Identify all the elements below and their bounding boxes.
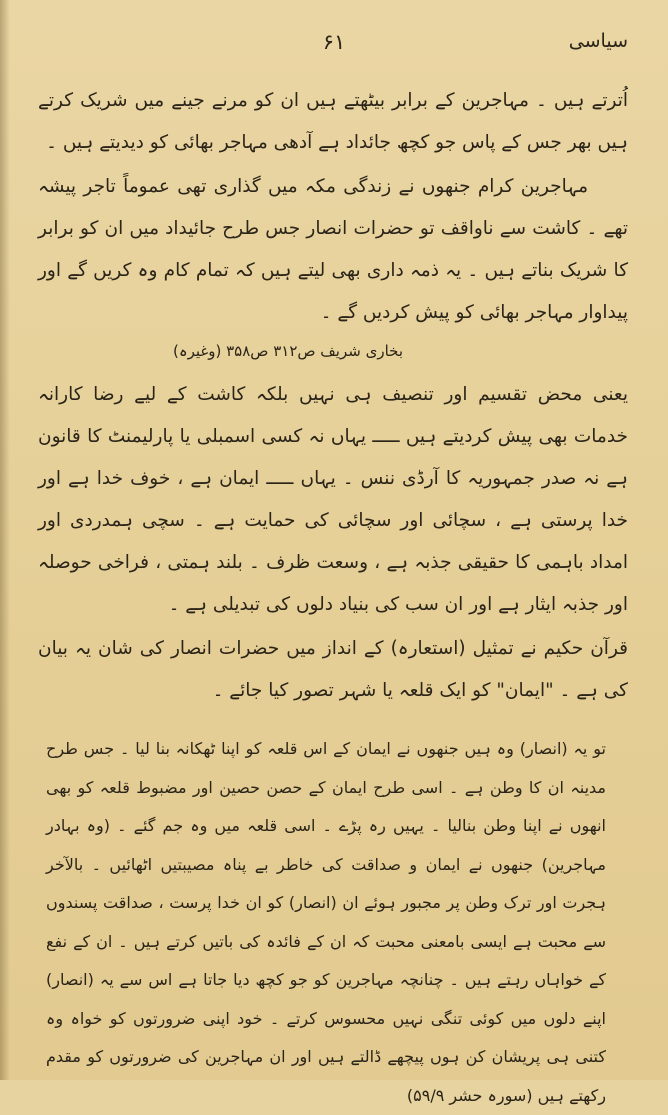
paragraph-1: اُترتے ہیں ۔ مہاجرین کے برابر بیٹھتے ہیں ان کو مرنے جینے میں شریک کرتے ہیں بھر جس کے پاس جو کچھ جائداد ہے آدھی مہاجر بھائی کو دیدیتے ہیں ۔ [38,90,628,153]
paragraph-4: قرآن حکیم نے تمثیل (استعارہ) کے انداز میں حضرات انصار کی شان یہ بیان کی ہے ۔ "ایمان" کو ایک قلعہ یا شہر تصور کیا جائے ۔ [38,638,628,701]
page-number: ۶۱ [322,30,346,54]
page-edge-shadow [0,0,10,1080]
paragraph-3: یعنی محض تقسیم اور تنصیف ہی نہیں بلکہ کاشت کے لیے رضا کارانہ خدمات بھی پیش کردیتے ہیں ـــــ یہاں نہ کسی اسمبلی یا پارلیمنٹ کا قانون ہے نہ صدر جمہوریہ کا آرڈی ننس ۔ یہاں ـــــ ایمان ہے ، خوف خدا ہے اور خدا پرستی ہے ، سچائی اور سچائی کی حمایت ہے ۔ سچی ہمدردی اور امداد باہمی کا حقیقی جذبہ ہے ، وسعت ظرف ۔ بلند ہمتی ، فراخی حوصلہ اور جذبہ ایثار ہے اور ان سب کی بنیاد دلوں کی تبدیلی ہے ۔ [38,384,628,615]
page-header [0,30,668,64]
page-body [38,80,628,1115]
citation: بخاری شریف ص۳۱۲ ص۳۵۸ (وغیرہ) [172,342,404,360]
running-head: سیاسی [568,30,628,52]
quran-translation-quote: تو یہ (انصار) وہ ہیں جنھوں نے ایمان کے اس قلعہ کو اپنا ٹھکانہ بنا لیا ۔ جس طرح مدینہ ان کا وطن ہے ۔ اسی طرح ایمان کے حصن حصین اور مضبوط قلعہ کو بھی انھوں نے اپنا وطن بنالیا ۔ یہیں رہ پڑے ۔ اسی قلعہ میں وہ جم گئے ۔ (وہ بہادر مہاجرین) جنھوں نے ایمان و صداقت کی خاطر بے پناہ مصیبتیں اٹھائیں ۔ بالآخر ہجرت اور ترک وطن پر مجبور ہوئے ان (انصار) کو ان خدا پرست ، صداقت پسندوں سے محبت ہے ایسی بامعنی محبت کہ ان کے فائدہ کی باتیں کرتے ہیں ۔ ان کے نفع کے خواہاں رہتے ہیں ۔ چنانچہ مہاجرین کو جو کچھ دیا جاتا ہے اس سے یہ (انصار) اپنے دلوں میں کوئی تنگی نہیں محسوس کرتے ۔ خود اپنی ضرورتوں کو خواہ وہ کتنی ہی پریشان کن ہوں پیچھے ڈالتے ہیں اور ان مہاجرین کی ضرورتوں کو مقدم رکھتے ہیں (سورہ حشر ۵۹/۹) [46,739,606,1105]
paragraph-2: مہاجرین کرام جنھوں نے زندگی مکہ میں گذاری تھی عموماً تاجر پیشہ تھے ۔ کاشت سے ناواقف تو حضرات انصار جس طرح جائیداد میں ان کو برابر کا شریک بناتے ہیں ۔ یہ ذمہ داری بھی لیتے ہیں کہ تمام کام وہ کریں گے اور پیداوار مہاجر بھائی کو پیش کردیں گے ۔ [38,176,628,323]
